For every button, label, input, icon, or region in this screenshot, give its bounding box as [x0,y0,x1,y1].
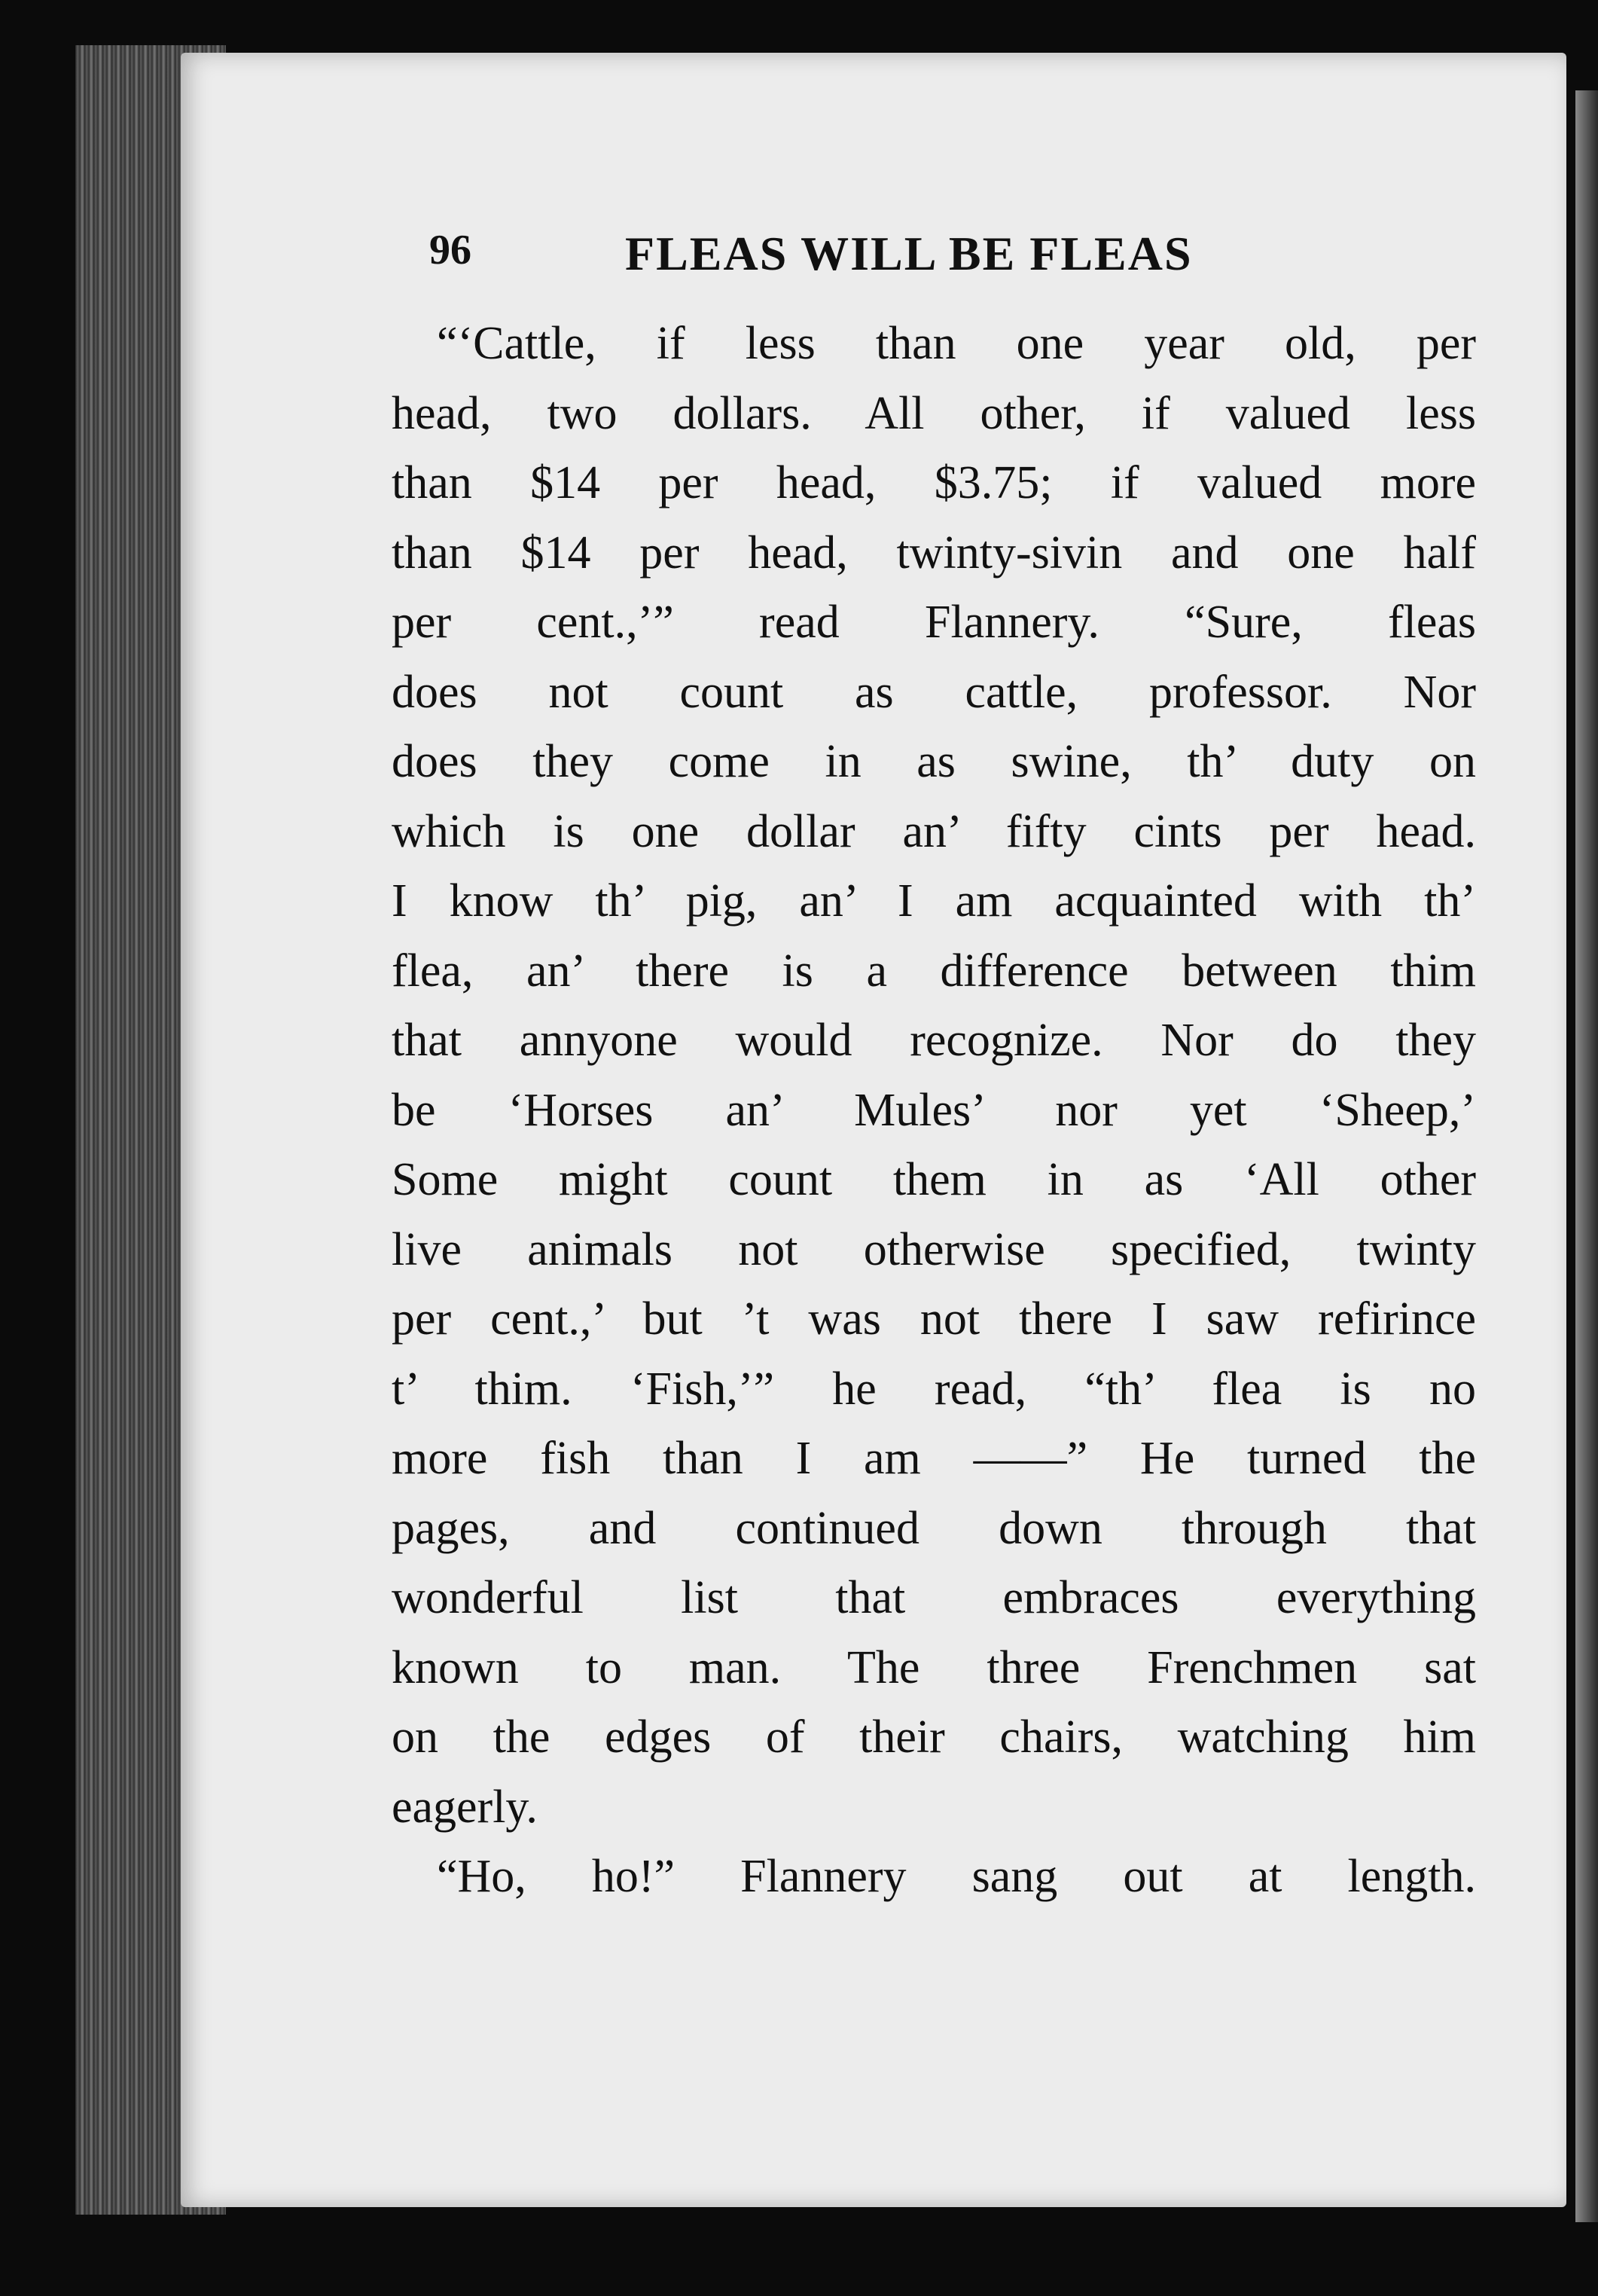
body-text [392,309,1476,1912]
running-head [429,226,1295,286]
text-line: live animals not otherwise specified, twinty [392,1223,1476,1275]
text-line: t’ thim. ‘Fish,’” he read, “th’ flea is no [392,1363,1476,1415]
text-line: pages, and continued down through that [392,1502,1476,1554]
text-line: than $14 per head, twinty-sivin and one half [392,527,1476,579]
text-line: I know th’ pig, an’ I am acquainted with th’ [392,875,1476,927]
text-line: per cent.,’ but ’t was not there I saw refirince [392,1293,1476,1345]
running-title: FLEAS WILL BE FLEAS [625,227,1193,280]
text-line: flea, an’ there is a difference between thim [392,945,1476,997]
text-line: per cent.,’” read Flannery. “Sure, fleas [392,597,1476,648]
text-line: wonderful list that embraces everything [392,1572,1476,1623]
text-line: which is one dollar an’ fifty cints per head. [392,805,1476,857]
text-line: that annyone would recognize. Nor do they [392,1015,1476,1066]
text-line: “‘Cattle, if less than one year old, per [437,318,1476,369]
text-line: known to man. The three Frenchmen sat [392,1641,1476,1693]
page-number: 96 [429,227,471,273]
text-line: “Ho, ho!” Flannery sang out at length. [437,1851,1476,1902]
text-line: does they come in as swine, th’ duty on [392,736,1476,787]
text-line: on the edges of their chairs, watching him [392,1711,1476,1763]
text-line: Some might count them in as ‘All other [392,1154,1476,1205]
text-line: eagerly. [392,1781,538,1833]
text-line: more fish than I am ——” He turned the [392,1433,1476,1484]
text-line: does not count as cattle, professor. Nor [392,666,1476,718]
text-line: head, two dollars. All other, if valued less [392,387,1476,439]
text-line: be ‘Horses an’ Mules’ nor yet ‘Sheep,’ [392,1084,1476,1136]
page-edge-right [1575,90,1598,2222]
text-line: than $14 per head, $3.75; if valued more [392,457,1476,508]
